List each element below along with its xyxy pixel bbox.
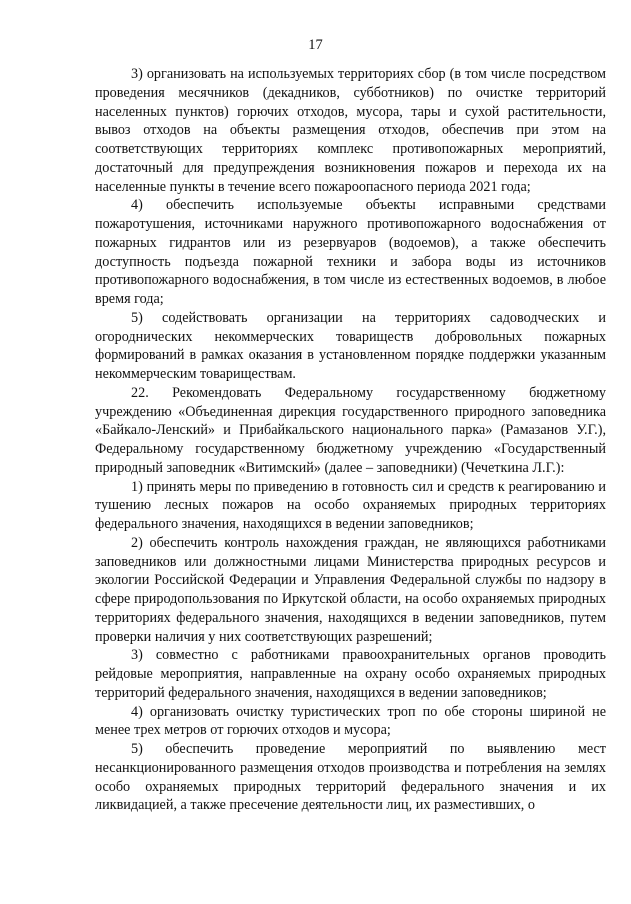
paragraph-4-trail-cleaning: 4) организовать очистку туристических троп по обе стороны шириной не менее трех метров от горючих отходов и мусора; bbox=[95, 703, 606, 739]
paragraph-3-raid-activities: 3) совместно с работниками правоохранительных органов проводить рейдовые мероприятия, направленные на охрану особо охраняемых природных территорий федерального значения, находящихся в ведении заповедников; bbox=[95, 647, 606, 701]
paragraph-5-volunteer-fire-formations: 5) содействовать организации на территориях садоводческих и огороднических некоммерческих товариществ добровольных пожарных формирований в рамках оказания в установленном порядке поддержки указанным некоммерческим товариществам. bbox=[95, 309, 606, 382]
paragraph-22-recommendation: 22. Рекомендовать Федеральному государственному бюджетному учреждению «Объединенная дирекция государственного природного заповедника «Байкало-Ленский» и Прибайкальского национального парка» (Рамазанов У.Г.), Федеральному государственному бюджетному учреждению «Государственный природный заповедник «Витимский» (далее – заповедники) (Чечеткина Л.Г.): bbox=[95, 384, 606, 476]
paragraph-5-illegal-waste-detection: 5) обеспечить проведение мероприятий по выявлению мест несанкционированного размещения отходов производства и потребления на землях особо охраняемых природных территорий федерального значения и их ликвидацией, а также пресечение деятельности лиц, их разместивших, о bbox=[95, 741, 606, 814]
paragraph-4-fire-extinguishing-means: 4) обеспечить используемые объекты исправными средствами пожаротушения, источниками наружного противопожарного водоснабжения от пожарных гидрантов или из резервуаров (водоемов), а также обеспечить доступность подъезда пожарной техники и забора воды из источников противопожарного водоснабжения, в том числе из естественных водоемов, в любое время года; bbox=[95, 197, 606, 307]
page-number: 17 bbox=[308, 37, 323, 53]
paragraph-3-collection-of-waste: 3) организовать на используемых территориях сбор (в том числе посредством проведения месячников (декадников, субботников) по очистке территорий населенных пунктов) горючих отходов, мусора, тары и сухой растительности, вывоз отходов на объекты размещения отходов, обеспечив при этом на соответствующих территориях комплекс противопожарных мероприятий, достаточный для предупреждения возникновения пожаров и перехода их на населенные пункты в течение всего пожароопасного периода 2021 года; bbox=[95, 66, 606, 195]
document-body bbox=[95, 65, 606, 815]
paragraph-2-control-of-citizens: 2) обеспечить контроль нахождения граждан, не являющихся работниками заповедников или должностными лицами Министерства природных ресурсов и экологии Российской Федерации и Управления Федеральной службы по надзору в сфере природопользования по Иркутской области, на особо охраняемых природных территориях федерального значения, находящихся в ведении заповедников, путем проверки наличия у них соответствующих разрешений; bbox=[95, 534, 606, 645]
paragraph-1-readiness-measures: 1) принять меры по приведению в готовность сил и средств к реагированию и тушению лесных пожаров на особо охраняемых природных территориях федерального значения, находящихся в ведении заповедников; bbox=[95, 478, 606, 532]
